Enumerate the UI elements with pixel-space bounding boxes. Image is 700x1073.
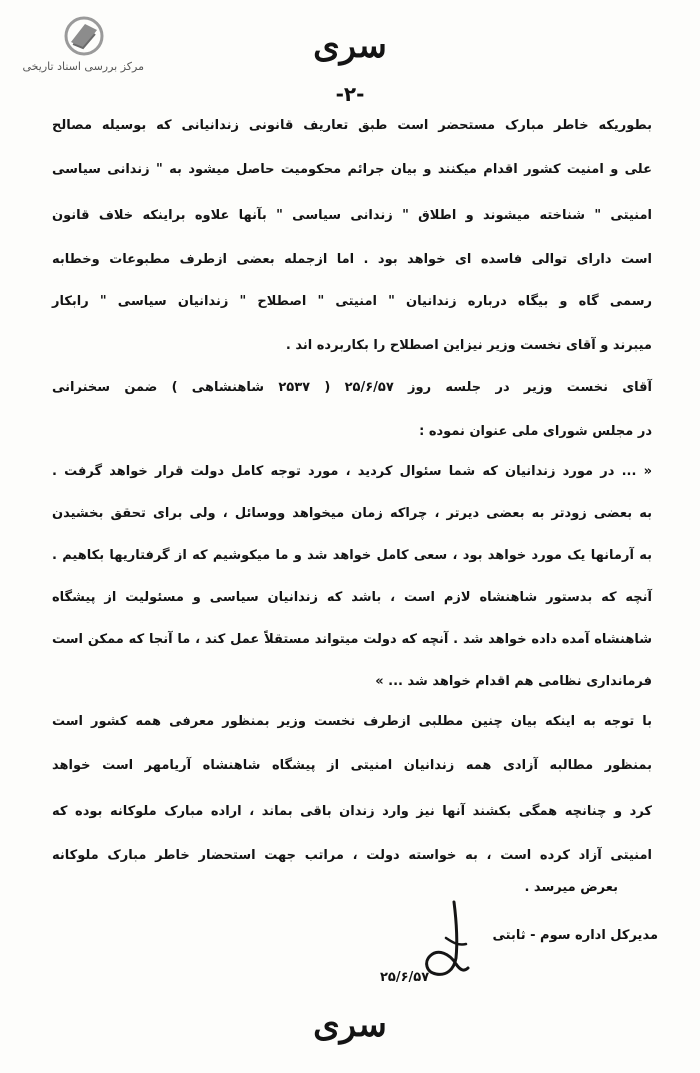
archive-logo-text: مرکز بررسی اسناد تاریخی — [22, 60, 144, 73]
page-number: -۲- — [335, 82, 365, 106]
body-line: فرمانداری نظامی هم اقدام خواهد شد ... » — [375, 674, 652, 689]
body-line: بطوریکه خاطر مبارک مستحضر است طبق تعاریف قانونی زندانیانی که بوسیله مصالح — [52, 118, 652, 133]
body-line: به آرمانها یک مورد خواهد بود ، سعی کامل خواهد شد و ما میکوشیم که از گرفتاریها بکاهیم . — [52, 548, 652, 563]
body-line: امنیتی آزاد کرده است ، به خواسته دولت ، مراتب جهت استحضار خاطر مبارک ملوکانه — [52, 848, 652, 863]
body-line: در مجلس شورای ملی عنوان نموده : — [419, 424, 652, 439]
body-line: است دارای توالی فاسده ای خواهد بود . اما ازجمله بعضی ازطرف مطبوعات وخطابه — [52, 252, 652, 267]
body-line: رسمی گاه و بیگاه درباره زندانیان " امنیتی " اصطلاح " زندانیان سیاسی " رابکار — [52, 294, 652, 309]
body-line: کرد و چنانچه همگی بکشند آنها نیز وارد زندان باقی بماند ، اراده مبارک ملوکانه بوده که — [52, 804, 652, 819]
body-line: میبرند و آقای نخست وزیر نیزاین اصطلاح را بکاربرده اند . — [285, 338, 652, 353]
signer-title: مدیرکل اداره سوم - ثابتی — [492, 928, 658, 943]
body-line: علی و امنیت کشور اقدام میکنند و بیان جرائم محکومیت حاصل میشود به " زندانی سیاسی — [52, 162, 652, 177]
body-line: « ... در مورد زندانیان که شما سئوال کردید ، مورد توجه کامل دولت قرار خواهد گرفت . — [52, 464, 652, 479]
signature-block — [0, 870, 700, 1000]
body-line: آقای نخست وزیر در جلسه روز ۲۵/۶/۵۷ ( ۲۵۳۷ شاهنشاهی ) ضمن سخنرانی — [52, 380, 652, 395]
closing-phrase: بعرض میرسد . — [524, 880, 618, 895]
body-line: شاهنشاه آمده داده خواهد شد . آنچه که دولت میتواند مستقلاً عمل کند ، ما آنجا که ممکن است — [52, 632, 652, 647]
body-line: آنچه که بدستور شاهنشاه لازم است ، باشد که زندانیان سیاسی و مسئولیت از پیشگاه — [52, 590, 652, 605]
body-line: به بعضی زودتر به بعضی دیرتر ، چراکه زمان میخواهد ووسائل ، ولی برای تحقق بخشیدن — [52, 506, 652, 521]
body-line: امنیتی " شناخته میشوند و اطلاق " زندانی سیاسی " بآنها علاوه براینکه خلاف قانون — [52, 208, 652, 223]
body-line: با توجه به اینکه بیان چنین مطلبی ازطرف نخست وزیر بمنظور معرفی همه کشور است — [52, 714, 652, 729]
signature-date: ۲۵/۶/۵۷ — [380, 970, 430, 985]
classification-bottom: سری — [313, 1005, 387, 1045]
body-line: بمنظور مطالبه آزادی همه زندانیان امنیتی از پیشگاه شاهنشاه آریامهر است خواهد — [52, 758, 652, 773]
classification-top: سری — [313, 26, 387, 66]
